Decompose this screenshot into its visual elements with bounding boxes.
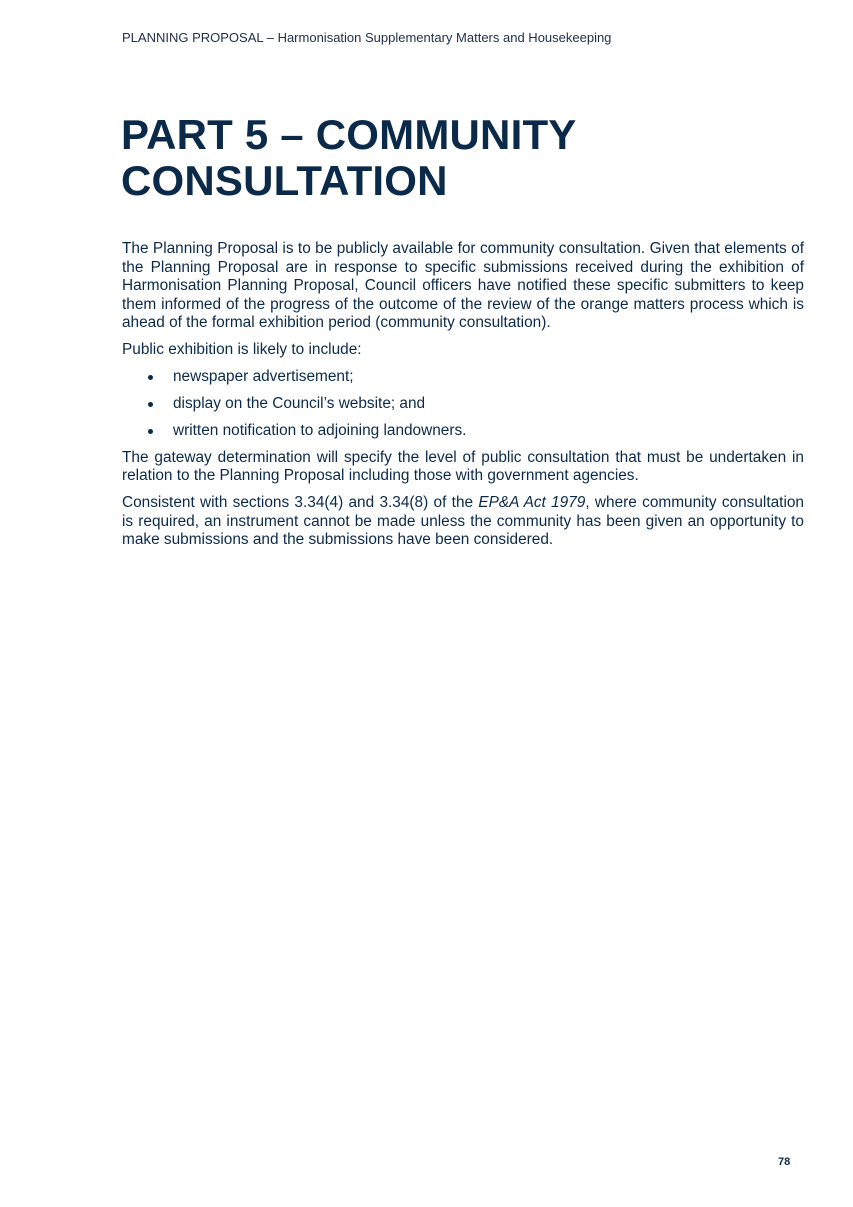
bullet-icon: [148, 402, 153, 407]
paragraph-legislative-requirement: [122, 494, 804, 550]
legislation-text-after: , where community consultation is required, an instrument cannot be made unless the community has been given an opportunity to make submissions and the submissions have been considered.: [122, 494, 804, 549]
page-number: 78: [778, 1156, 791, 1168]
page-title: [121, 112, 761, 204]
page-title-line-1: PART 5 – COMMUNITY: [121, 111, 577, 158]
list-item: [122, 395, 804, 414]
exhibition-methods-list: [122, 368, 804, 441]
list-item: [122, 422, 804, 441]
running-header: PLANNING PROPOSAL – Harmonisation Supplementary Matters and Housekeeping: [122, 30, 612, 45]
bullet-icon: [148, 375, 153, 380]
paragraph-exhibition-lead: Public exhibition is likely to include:: [122, 340, 362, 358]
page-title-line-2: CONSULTATION: [121, 157, 448, 204]
list-item: [122, 368, 804, 387]
act-name: EP&A Act 1979: [478, 494, 586, 512]
paragraph-gateway-determination: The gateway determination will specify the level of public consultation that must be undertaken in relation to the Planning Proposal including those with government agencies.: [122, 448, 804, 485]
legislation-text-before: Consistent with sections 3.34(4) and 3.34(8) of the: [122, 494, 479, 512]
body-text: [122, 240, 804, 558]
list-item-text: display on the Council’s website; and: [173, 394, 426, 412]
paragraph-consultation-intro: The Planning Proposal is to be publicly available for community consultation. Given that elements of the Planning Proposal are in response to specific submissions received during the exhibition of Harmonisation Planning Proposal, Council officers have notified these specific submitters to keep them informed of the progress of the outcome of the review of the orange matters process which is ahead of the formal exhibition period (community consultation).: [122, 240, 804, 332]
list-item-text: newspaper advertisement;: [173, 367, 354, 385]
list-item-text: written notification to adjoining landowners.: [173, 421, 467, 439]
bullet-icon: [148, 429, 153, 434]
